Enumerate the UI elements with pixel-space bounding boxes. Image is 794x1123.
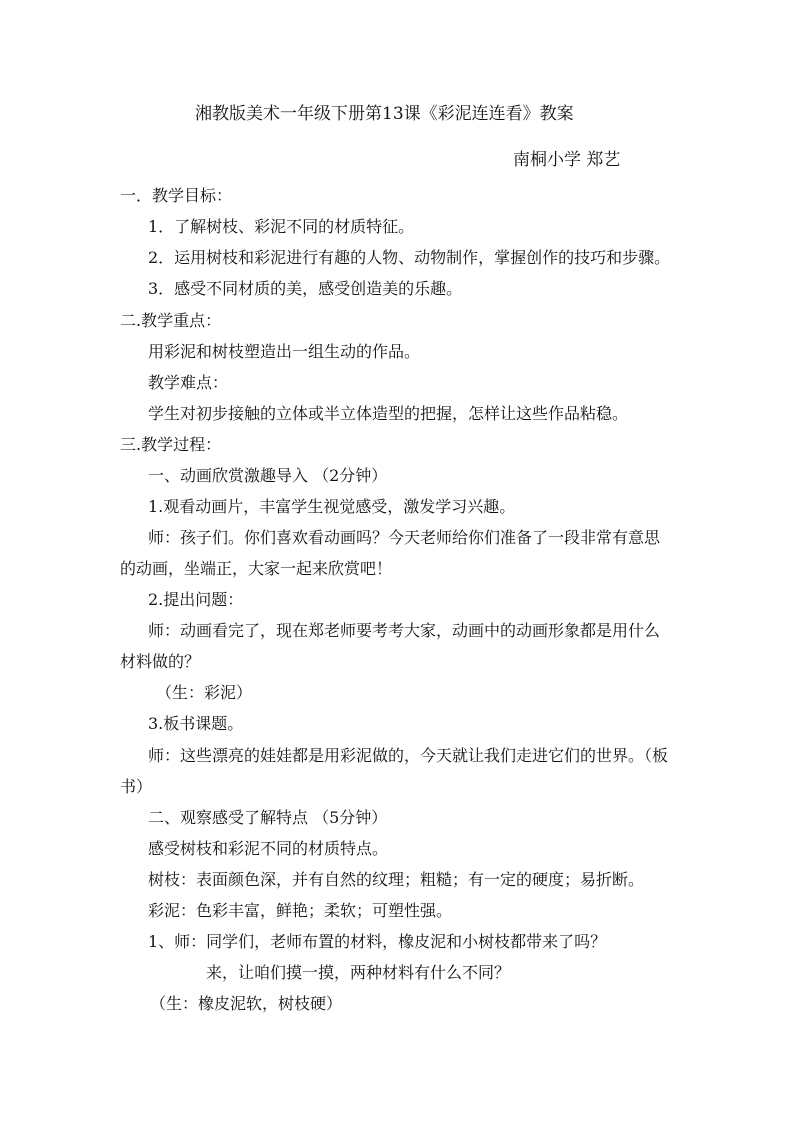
paragraph-line: 学生对初步接触的立体或半立体造型的把握，怎样让这些作品粘稳。 [148, 404, 629, 423]
paragraph-line: 1、师：同学们，老师布置的材料，橡皮泥和小树枝都带来了吗？ [148, 932, 607, 951]
section-heading: 三.教学过程： [120, 435, 222, 454]
doc-author: 南桐小学 郑艺 [513, 150, 621, 170]
section-heading: 一．教学目标： [120, 186, 233, 205]
paragraph-line: 2.提出问题： [148, 590, 244, 609]
paragraph-line: 1．了解树枝、彩泥不同的材质特征。 [148, 217, 415, 236]
paragraph-line: 师：孩子们。你们喜欢看动画吗？今天老师给你们准备了一段非常有意思 [148, 528, 661, 547]
paragraph-line: 3.板书课题。 [148, 714, 244, 733]
section-heading: 二.教学重点： [120, 311, 222, 330]
paragraph-line: （生：橡皮泥软，树枝硬） [150, 994, 343, 1013]
paragraph-line: 教学难点： [148, 373, 229, 392]
paragraph-line: 感受树枝和彩泥不同的材质特点。 [148, 839, 389, 858]
paragraph-line: 树枝：表面颜色深，并有自然的纹理；粗糙；有一定的硬度；易折断。 [148, 870, 645, 889]
paragraph-line: 材料做的？ [120, 652, 201, 671]
paragraph-line: 师：这些漂亮的娃娃都是用彩泥做的，今天就让我们走进它们的世界。（板 [148, 746, 669, 765]
paragraph-line: 3．感受不同材质的美，感受创造美的乐趣。 [148, 279, 463, 298]
paragraph-line: 师：动画看完了，现在郑老师要考考大家，动画中的动画形象都是用什么 [148, 621, 661, 640]
doc-title: 湘教版美术一年级下册第13课《彩泥连连看》教案 [195, 104, 574, 124]
paragraph-line: 来，让咱们摸一摸，两种材料有什么不同？ [206, 963, 511, 982]
paragraph-line: 书） [120, 777, 153, 796]
paragraph-line: 彩泥：色彩丰富，鲜艳；柔软；可塑性强。 [148, 901, 453, 920]
paragraph-line: 二、观察感受了解特点 （5分钟） [148, 808, 388, 827]
paragraph-line: 一、动画欣赏激趣导入 （2分钟） [148, 466, 388, 485]
paragraph-line: 的动画，坐端正，大家一起来欣赏吧！ [120, 559, 393, 578]
paragraph-line: 用彩泥和树枝塑造出一组生动的作品。 [148, 342, 421, 361]
paragraph-line: （生：彩泥） [156, 683, 253, 702]
paragraph-line: 2．运用树枝和彩泥进行有趣的人物、动物制作，掌握创作的技巧和步骤。 [148, 248, 671, 267]
paragraph-line: 1.观看动画片，丰富学生视觉感受，激发学习兴趣。 [148, 497, 516, 516]
